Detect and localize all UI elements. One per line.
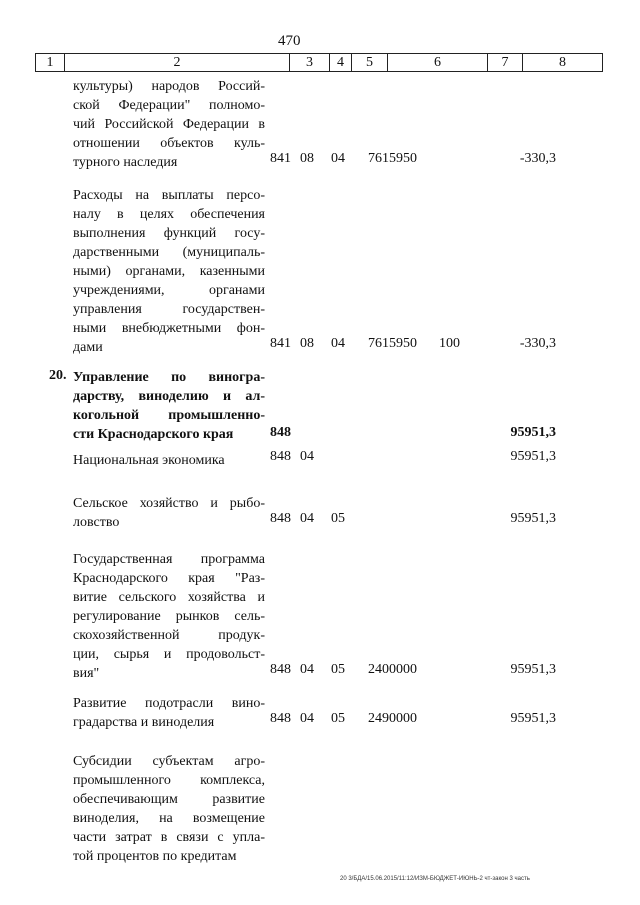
- description-line: Государственная программа: [73, 552, 265, 567]
- description-line: чий Российской Федерации в: [73, 117, 265, 132]
- description-line: Сельское хозяйство и рыбо-: [73, 496, 265, 511]
- row-description: [73, 694, 265, 732]
- subsection-code: 04: [331, 336, 345, 351]
- description-line: Краснодарского края "Раз-: [73, 571, 265, 586]
- amount-value: 95951,3: [510, 425, 556, 440]
- column-header-8: 8: [559, 55, 566, 70]
- amount-value: -330,3: [519, 336, 556, 351]
- description-line: Развитие подотрасли вино-: [73, 696, 265, 711]
- section-code: 08: [300, 336, 314, 351]
- description-line: Управление по виногра-: [73, 370, 265, 385]
- description-line: турного наследия: [73, 155, 178, 170]
- column-header-4: 4: [330, 54, 352, 71]
- row-description: [73, 451, 265, 470]
- description-line: части затрат в связи с упла-: [73, 830, 265, 845]
- amount-value: 95951,3: [510, 449, 556, 464]
- description-line: обеспечивающим развитие: [73, 792, 265, 807]
- ministry-code: 848: [270, 425, 291, 440]
- amount-value: 95951,3: [510, 662, 556, 677]
- row-description: [73, 77, 265, 172]
- description-line: культуры) народов Россий-: [73, 79, 265, 94]
- description-line: градарства и виноделия: [73, 715, 215, 730]
- description-line: когольной промышленно-: [73, 408, 265, 423]
- target-article-code: 7615950: [368, 151, 417, 166]
- row-description: [73, 494, 265, 532]
- description-line: витие сельского хозяйства и: [73, 590, 265, 605]
- subsection-code: 05: [331, 711, 345, 726]
- description-line: управления государствен-: [73, 302, 265, 317]
- description-line: ской Федерации" полномо-: [73, 98, 265, 113]
- row-description: [73, 186, 265, 357]
- section-code: 04: [300, 449, 314, 464]
- row-description: [73, 550, 265, 683]
- document-footer: 20 3/БДА/15.06.2015/11:12/ИЗМ-БЮДЖЕТ-ИЮНЬ-2 чт-закон 3 часть: [340, 876, 530, 882]
- description-line: дарству, виноделию и ал-: [73, 389, 265, 404]
- description-line: выполнения функций госу-: [73, 226, 265, 241]
- ministry-code: 841: [270, 336, 291, 351]
- row-description: [73, 368, 265, 444]
- section-code: 04: [300, 711, 314, 726]
- section-code: 04: [300, 511, 314, 526]
- description-line: скохозяйственной продук-: [73, 628, 265, 643]
- ministry-code: 848: [270, 662, 291, 677]
- description-line: отношении объектов куль-: [73, 136, 265, 151]
- page-number: 470: [278, 33, 301, 49]
- expense-type-code: 100: [439, 336, 460, 351]
- subsection-code: 04: [331, 151, 345, 166]
- description-line: ными) органами, казенными: [73, 264, 265, 279]
- column-header-2: 2: [65, 54, 290, 71]
- description-line: Субсидии субъектам агро-: [73, 754, 265, 769]
- description-line: учреждениями, органами: [73, 283, 265, 298]
- description-line: налу в целях обеспечения: [73, 207, 265, 222]
- column-header-3: 3: [290, 54, 330, 71]
- description-line: регулирование рынков сель-: [73, 609, 265, 624]
- column-header-7: 7: [488, 54, 523, 71]
- column-header-row: [35, 53, 603, 72]
- description-line: виноделия, на возмещение: [73, 811, 265, 826]
- amount-value: 95951,3: [510, 511, 556, 526]
- description-line: сти Краснодарского края: [73, 427, 234, 442]
- target-article-code: 2490000: [368, 711, 417, 726]
- description-line: Национальная экономика: [73, 453, 225, 468]
- ministry-code: 841: [270, 151, 291, 166]
- target-article-code: 7615950: [368, 336, 417, 351]
- section-code: 08: [300, 151, 314, 166]
- section-code: 04: [300, 662, 314, 677]
- description-line: промышленного комплекса,: [73, 773, 265, 788]
- description-line: ловство: [73, 515, 120, 530]
- ministry-code: 848: [270, 449, 291, 464]
- description-line: Расходы на выплаты персо-: [73, 188, 265, 203]
- description-line: вия": [73, 666, 100, 681]
- ministry-code: 848: [270, 511, 291, 526]
- description-line: дами: [73, 340, 103, 355]
- subsection-code: 05: [331, 662, 345, 677]
- row-number: 20.: [49, 368, 67, 383]
- amount-value: -330,3: [519, 151, 556, 166]
- row-description: [73, 752, 265, 866]
- column-header-1: 1: [36, 54, 65, 71]
- description-line: ными внебюджетными фон-: [73, 321, 265, 336]
- target-article-code: 2400000: [368, 662, 417, 677]
- description-line: той процентов по кредитам: [73, 849, 237, 864]
- amount-value: 95951,3: [510, 711, 556, 726]
- subsection-code: 05: [331, 511, 345, 526]
- ministry-code: 848: [270, 711, 291, 726]
- description-line: ции, сырья и продовольст-: [73, 647, 265, 662]
- column-header-5: 5: [352, 54, 388, 71]
- description-line: дарственными (муниципаль-: [73, 245, 265, 260]
- column-header-6: 6: [388, 54, 488, 71]
